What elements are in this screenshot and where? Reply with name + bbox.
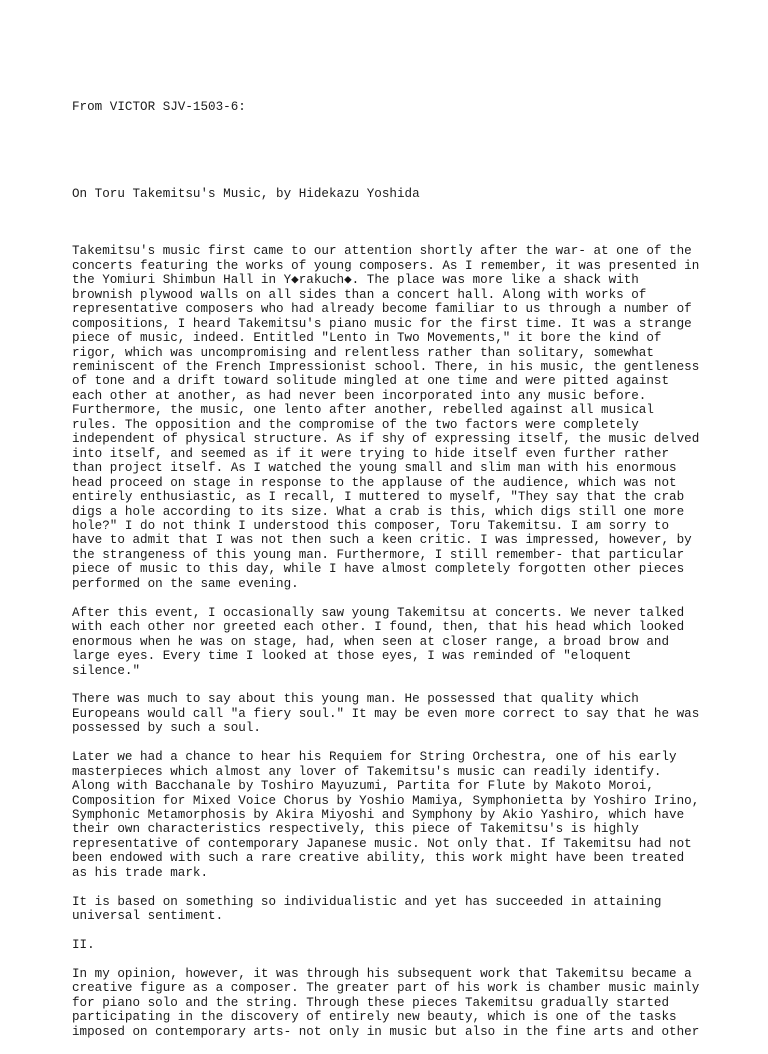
text-line: piece of music to this day, while I have almost completely forgotten other pieces <box>72 562 685 577</box>
text-line: each other at another, as had never been incorporated into any music before. <box>72 388 647 403</box>
text-line: Furthermore, the music, one lento after another, rebelled against all musical <box>72 403 654 418</box>
text-line: Composition for Mixed Voice Chorus by Yoshio Mamiya, Symphonietta by Yoshiro Irino, <box>72 793 700 808</box>
text-line: large eyes. Every time I looked at those eyes, I was reminded of "eloquent <box>72 649 632 664</box>
text-line: reminiscent of the French Impressionist school. There, in his music, the gentleness <box>72 360 700 375</box>
text-line: concerts featuring the works of young composers. As I remember, it was presented in <box>72 258 700 273</box>
paragraph <box>72 895 712 924</box>
text-line: into itself, and seemed as if it were trying to hide itself even further rather <box>72 446 670 461</box>
text-line: the strangeness of this young man. Furthermore, I still remember- that particular <box>72 547 685 562</box>
text-line: head proceed on stage in response to the applause of the audience, which was not <box>72 475 677 490</box>
source-line: From VICTOR SJV-1503-6: <box>72 99 246 114</box>
text-line: than project itself. As I watched the young small and slim man with his enormous <box>72 461 677 476</box>
text-line: their own characteristics respectively, this piece of Takemitsu's is highly <box>72 822 639 837</box>
text-line: for piano solo and the string. Through these pieces Takemitsu gradually started <box>72 995 670 1010</box>
text-line: been endowed with such a rare creative ability, this work might have been treated <box>72 851 685 866</box>
text-line: of tone and a drift toward solitude mingled at one time and were pitted against <box>72 374 670 389</box>
paragraph <box>72 938 712 952</box>
text-line: II. <box>72 938 95 953</box>
text-line: universal sentiment. <box>72 909 224 924</box>
text-line: creative figure as a composer. The greater part of his work is chamber music mainly <box>72 981 700 996</box>
document-page <box>72 71 712 1054</box>
text-line: Takemitsu's music first came to our attention shortly after the war- at one of the <box>72 244 692 259</box>
paragraph <box>72 244 712 591</box>
text-line: imposed on contemporary arts- not only in music but also in the fine arts and other <box>72 1024 700 1039</box>
text-line: Europeans would call "a fiery soul." It may be even more correct to say that he was <box>72 706 700 721</box>
paragraph <box>72 692 712 735</box>
text-line: hole?" I do not think I understood this composer, Toru Takemitsu. I am sorry to <box>72 519 670 534</box>
text-line: piece of music, indeed. Entitled "Lento in Two Movements," it bore the kind of <box>72 331 662 346</box>
text-line: participating in the discovery of entirely new beauty, which is one of the tasks <box>72 1010 677 1025</box>
text-line: enormous when he was on stage, had, when seen at closer range, a broad brow and <box>72 634 670 649</box>
body-paragraphs <box>72 244 712 1039</box>
paragraph <box>72 606 712 678</box>
paragraph <box>72 750 712 880</box>
text-line: There was much to say about this young man. He possessed that quality which <box>72 692 639 707</box>
title-line: On Toru Takemitsu's Music, by Hidekazu Yoshida <box>72 186 420 201</box>
text-line: have to admit that I was not then such a keen critic. I was impressed, however, by <box>72 533 692 548</box>
text-line: brownish plywood walls on all sides than a concert hall. Along with works of <box>72 287 647 302</box>
text-line: with each other nor greeted each other. I found, then, that his head which looked <box>72 620 685 635</box>
text-line: Symphonic Metamorphosis by Akira Miyoshi and Symphony by Akio Yashiro, which have <box>72 808 685 823</box>
text-line: possessed by such a soul. <box>72 721 261 736</box>
text-line: Along with Bacchanale by Toshiro Mayuzumi, Partita for Flute by Makoto Moroi, <box>72 779 654 794</box>
text-line: representative of contemporary Japanese music. Not only that. If Takemitsu had not <box>72 836 692 851</box>
text-line: independent of physical structure. As if shy of expressing itself, the music delved <box>72 432 700 447</box>
text-line: digs a hole according to its size. What a crab is this, which digs still one more <box>72 504 685 519</box>
text-line: Later we had a chance to hear his Requiem for String Orchestra, one of his early <box>72 750 677 765</box>
text-line: rules. The opposition and the compromise of the two factors were completely <box>72 417 639 432</box>
text-line: performed on the same evening. <box>72 576 299 591</box>
text-line: compositions, I heard Takemitsu's piano music for the first time. It was a strange <box>72 316 692 331</box>
text-line: rigor, which was uncompromising and relentless rather than solitary, somewhat <box>72 345 654 360</box>
text-line: silence." <box>72 663 141 678</box>
text-line: the Yomiuri Shimbun Hall in Y◆rakuch◆. The place was more like a shack with <box>72 273 639 288</box>
text-line: masterpieces which almost any lover of Takemitsu's music can readily identify. <box>72 764 662 779</box>
paragraph <box>72 967 712 1039</box>
text-line: entirely enthusiastic, as I recall, I muttered to myself, "They say that the crab <box>72 490 685 505</box>
text-line: as his trade mark. <box>72 865 209 880</box>
text-line: In my opinion, however, it was through his subsequent work that Takemitsu became a <box>72 966 692 981</box>
text-line: representative composers who had already become familiar to us through a number of <box>72 302 692 317</box>
text-line: After this event, I occasionally saw young Takemitsu at concerts. We never talked <box>72 605 685 620</box>
text-line: It is based on something so individualistic and yet has succeeded in attaining <box>72 894 662 909</box>
